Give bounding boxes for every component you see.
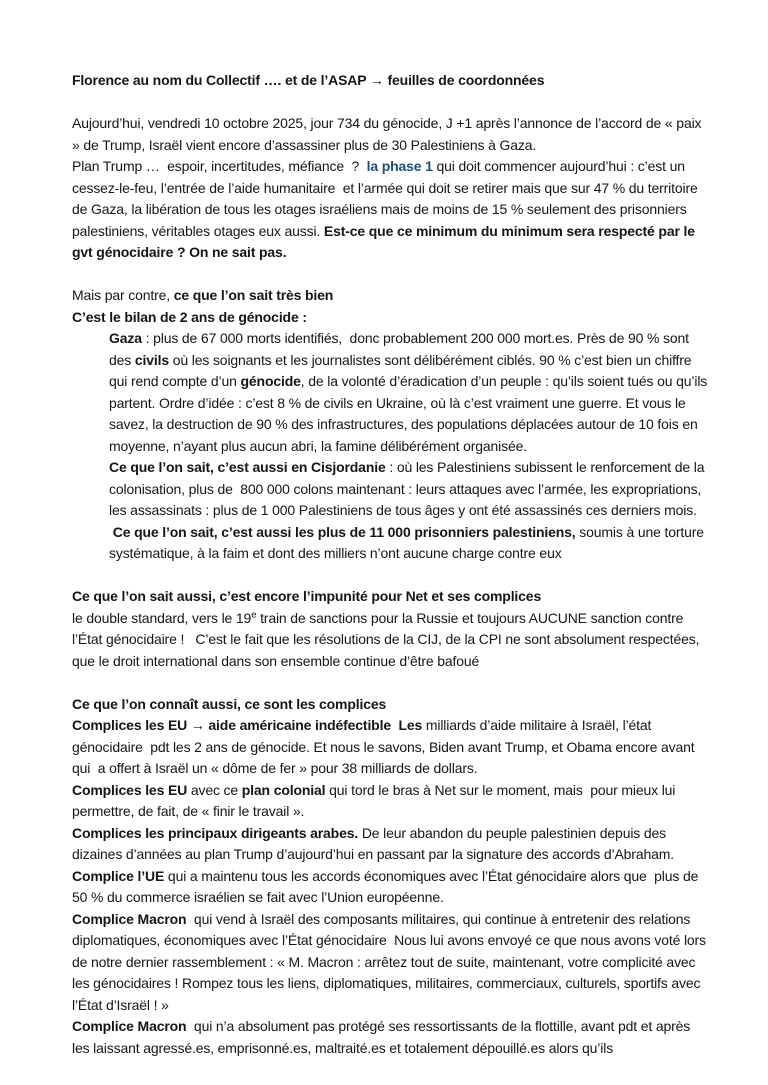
paragraph bbox=[72, 780, 708, 823]
text-run: soumis à une torture systématique, à la faim et dont des milliers n’ont aucune charge contre eux bbox=[109, 523, 708, 561]
text-run: Ce que l’on sait, c’est aussi les plus de 11 000 prisonniers palestiniens, bbox=[112, 523, 576, 540]
text-run: Complices les principaux dirigeants arabes. bbox=[72, 824, 359, 841]
text-run: Florence au nom du Collectif …. et de l’ASAP → feuilles de coordonnées bbox=[72, 72, 545, 88]
paragraph bbox=[72, 694, 708, 716]
paragraph bbox=[72, 285, 708, 307]
text-run: e bbox=[251, 608, 257, 620]
text-run: Ce que l’on sait, c’est aussi en Cisjordanie bbox=[109, 459, 386, 475]
text-run: C’est le bilan de 2 ans de génocide : bbox=[72, 308, 307, 325]
text-run: Ce que l’on sait aussi, c’est encore l’impunité pour Net et ses complices bbox=[72, 588, 542, 604]
text-run: Gaza bbox=[109, 330, 142, 346]
text-run: Complices les EU bbox=[72, 781, 188, 798]
text-run: milliards d’aide militaire à Israël, l’état génocidaire pdt les 2 ans de génocide. Et nous le savons, Biden avant Trump, et Obama encore avant qui a offert à Israël un « dôme de fer » pour 38 milliards de dollars. bbox=[72, 717, 699, 776]
paragraph bbox=[109, 522, 708, 565]
text-run: le double standard, vers le 19 bbox=[72, 609, 252, 626]
text-run: Est-ce que ce minimum du minimum sera respecté par le gvt génocidaire ? On ne sait pas. bbox=[72, 222, 699, 260]
paragraph bbox=[72, 715, 708, 780]
text-run: Plan Trump … espoir, incertitudes, méfiance ? bbox=[72, 158, 367, 174]
paragraph bbox=[109, 328, 711, 457]
text-run: : où les Palestiniens subissent le renforcement de la colonisation, plus de 800 000 colons maintenant : leurs attaques avec l’armée, les expropriations, les assassinats : plus de 1 000 Palestiniens de tous âges y ont été assassinés ces derniers mois. bbox=[109, 459, 709, 518]
paragraph bbox=[72, 156, 708, 264]
text-run: qui n’a absolument pas protégé ses ressortissants de la flottille, avant pdt et après les laissant agressé.es, emprisonné.es, maltraité.es et totalement dépouillé.es alors qu’ils bbox=[72, 1018, 694, 1056]
paragraph bbox=[72, 307, 708, 329]
text-run: Aujourd’hui, vendredi 10 octobre 2025, jour 734 du génocide, J +1 après l’annonce de l’accord de « paix » de Trump, Israël vient encore d’assassiner plus de 30 Palestiniens à Gaza. bbox=[72, 115, 706, 153]
text-run: Mais par contre, bbox=[72, 287, 174, 303]
paragraph bbox=[72, 823, 708, 866]
text-run: : plus de 67 000 morts identifiés, donc probablement 200 000 mort.es. Près de 90 % sont des bbox=[109, 330, 693, 368]
text-run: , de la volonté d’éradication d’un peuple : qu’ils soient tués ou qu’ils partent. Ordre d’idée : c’est 8 % de civils en Ukraine, où là c’est vraiment une guerre. Et vous le savez, la destruction de 90 % des infrastructures, des populations déplacées autour de 10 fois en moyenne, n’ayant plus aucun abri, la famine délibérément organisée. bbox=[109, 373, 711, 454]
paragraph bbox=[72, 909, 708, 1017]
text-run: Ce que l’on connaît aussi, ce sont les complices bbox=[72, 695, 387, 712]
paragraph bbox=[72, 113, 708, 156]
text-run: Complices les EU → aide américaine indéfectible Les bbox=[72, 717, 423, 733]
document-body bbox=[72, 70, 711, 1059]
document-title bbox=[72, 70, 708, 92]
text-run: avec ce bbox=[187, 781, 242, 798]
text-run: ce que l’on sait très bien bbox=[173, 287, 334, 303]
text-run: De leur abandon du peuple palestinien depuis des dizaines d’années au plan Trump d’aujourd’hui en passant par la signature des accords d’Abraham. bbox=[72, 824, 674, 862]
text-run: qui vend à Israël des composants militaires, qui continue à entretenir des relations diplomatiques, économiques avec l’État génocidaire Nous lui avons envoyé ce que nous avons voté lors de notre dernier rassemblement : « M. Macron : arrêtez tout de suite, maintenant, votre complicité avec les génocidaires ! Rompez tous les liens, diplomatiques, militaires, commerciaux, culturels, sportifs avec l’État d’Israël ! » bbox=[72, 910, 710, 1013]
text-run: la phase 1 bbox=[366, 158, 433, 174]
paragraph bbox=[72, 1016, 708, 1059]
text-run: qui tord le bras à Net sur le moment, mais pour mieux lui permettre, de fait, de « finir le travail ». bbox=[72, 781, 680, 819]
text-run: Complice Macron bbox=[72, 1018, 187, 1034]
text-run: qui a maintenu tous les accords économiques avec l’État génocidaire alors que plus de 50 % du commerce israélien se fait avec l’Union européenne. bbox=[72, 867, 702, 905]
paragraph bbox=[72, 586, 708, 608]
text-run: Complice l’UE bbox=[72, 867, 165, 884]
text-run: génocide bbox=[240, 373, 301, 389]
paragraph bbox=[109, 457, 708, 522]
text-run: qui doit commencer aujourd’hui : c’est un cessez-le-feu, l’entrée de l’aide humanitaire et l’armée qui doit se retirer mais que sur 47 % du territoire de Gaza, la libération de tous les otages israéliens mais de moins de 15 % seulement des prisonniers palestiniens, véritables otages eux aussi. bbox=[72, 158, 702, 239]
text-run: où les soignants et les journalistes sont délibérément ciblés. 90 % c’est bien un chiffre qui rend compte d’un bbox=[109, 351, 696, 389]
text-run: civils bbox=[134, 351, 170, 368]
paragraph bbox=[72, 866, 708, 909]
text-run: Complice Macron bbox=[72, 910, 187, 927]
paragraph bbox=[72, 608, 708, 673]
text-run: train de sanctions pour la Russie et toujours AUCUNE sanction contre l’État génocidaire ! C’est le fait que les résolutions de la CIJ, de la CPI ne sont absolument respectées, que le droit international dans son ensemble continue d’être bafoué bbox=[72, 609, 704, 669]
text-run: plan colonial bbox=[241, 781, 326, 798]
